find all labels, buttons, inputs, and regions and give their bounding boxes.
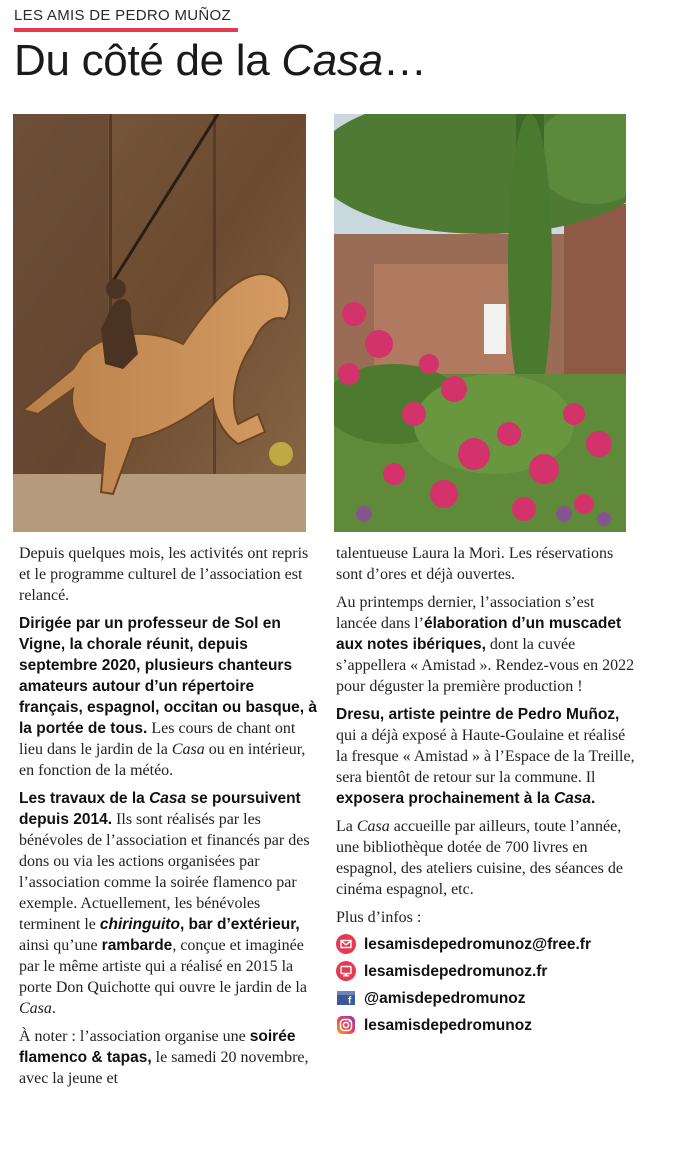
dresu-lead: Dresu, artiste peintre de Pedro Muñoz,: [336, 706, 620, 723]
library-text-b: accueille par ailleurs, toute l’année, une bibliothèque dotée de 700 livres en espagnol, des ateliers cuisine, des séances de cinéma espagnol, etc.: [336, 818, 624, 898]
instagram-icon: [336, 1015, 356, 1035]
section-kicker: LES AMIS DE PEDRO MUÑOZ: [14, 7, 231, 24]
article-left-column: [19, 543, 319, 1096]
choir-paragraph: [19, 613, 319, 781]
library-paragraph: [336, 816, 636, 900]
flamenco-paragraph: [19, 1026, 319, 1089]
muscadet-lead: élaboration d’un muscadet aux notes ibériques,: [336, 615, 622, 653]
article-right-column: [336, 543, 636, 1038]
exhibit-lead-a: exposera prochainement à la: [336, 790, 554, 807]
works-paragraph: [19, 788, 319, 1019]
intro-paragraph: Depuis quelques mois, les activités ont repris et le programme culturel de l’association est relancé.: [19, 545, 309, 604]
garden-photo: [334, 114, 626, 532]
library-text-a: La: [336, 818, 357, 835]
contact-facebook[interactable]: [336, 985, 636, 1011]
muscadet-paragraph: [336, 592, 636, 697]
works-text-a: Ils sont réalisés par les bénévoles de l’association et financés par des dons ou via les actions organisées par l’association comme la soirée flamenco par exemple. Actuellement, les bénévoles terminent le: [19, 811, 310, 933]
website-link[interactable]: lesamisdepedromunoz.fr: [364, 962, 548, 980]
choir-text-b: ou en intérieur, en fonction de la météo.: [19, 741, 306, 779]
dresu-paragraph: [336, 704, 636, 809]
flamenco-lead: soirée flamenco & tapas,: [19, 1028, 296, 1066]
casa-word: Casa: [171, 741, 205, 758]
title-ellipsis: …: [382, 36, 427, 85]
works-lead-casa: Casa: [149, 790, 187, 807]
exhibit-end: .: [591, 790, 596, 807]
email-link[interactable]: lesamisdepedromunoz@free.fr: [364, 935, 592, 953]
bar-text: , bar d’extérieur,: [179, 916, 300, 933]
casa-word: Casa: [19, 1000, 52, 1017]
muscadet-text-a: Au printemps dernier, l’association s’est lancée dans l’: [336, 594, 595, 632]
facebook-icon: [336, 988, 356, 1008]
flamenco-text-b: le samedi 20 novembre, avec la jeune et: [19, 1049, 309, 1087]
envelope-icon: [336, 934, 356, 954]
muscadet-text-b: dont la cuvée s’appellera « Amistad ». Rendez-vous en 2022 pour déguster la première production !: [336, 636, 635, 695]
works-lead-b: se poursuivent depuis 2014.: [19, 790, 301, 828]
exhibit-casa: Casa: [553, 790, 592, 807]
rambarde-word: rambarde: [101, 937, 173, 954]
sculpture-photo: [13, 114, 306, 532]
svg-text:f: f: [348, 995, 352, 1007]
title-casa: Casa: [281, 36, 383, 85]
casa-word: Casa: [356, 818, 390, 835]
instagram-link[interactable]: lesamisdepedromunoz: [364, 1016, 532, 1034]
facebook-link[interactable]: @amisdepedromunoz: [364, 989, 526, 1007]
dresu-text: qui a déjà exposé à Haute-Goulaine et réalisé la fresque « Amistad » à l’Espace de la Treille, sera bientôt de retour sur la commune. Il: [336, 727, 635, 786]
contact-website[interactable]: [336, 958, 636, 984]
flamenco-text-a: À noter : l’association organise une: [19, 1028, 250, 1045]
contact-email[interactable]: [336, 931, 636, 957]
works-lead-a: Les travaux de la: [19, 790, 150, 807]
contact-instagram[interactable]: [336, 1012, 636, 1038]
more-info-label: Plus d’infos :: [336, 909, 422, 926]
page-title: [14, 36, 427, 86]
title-text: Du côté de la: [14, 36, 282, 85]
chiringuito-word: chiringuito: [99, 916, 180, 933]
choir-text-a: Les cours de chant ont lieu dans le jardin de la: [19, 720, 296, 758]
works-text-c: , conçue et imaginée par le même artiste qui a réalisé en 2015 la porte Don Quichotte qui ouvre le jardin de la: [19, 937, 307, 996]
choir-lead: Dirigée par un professeur de Sol en Vigne, la chorale réunit, depuis septembre 2020, plusieurs chanteurs amateurs autour d’un répertoire français, espagnol, occitan ou basque, à la portée de tous.: [19, 615, 318, 737]
monitor-icon: [336, 961, 356, 981]
reservations-paragraph: talentueuse Laura la Mori. Les réservations sont d’ores et déjà ouvertes.: [336, 545, 614, 583]
works-text-b: ainsi qu’une: [19, 937, 102, 954]
works-text-end: .: [51, 1000, 56, 1017]
kicker-underline: [14, 28, 238, 32]
